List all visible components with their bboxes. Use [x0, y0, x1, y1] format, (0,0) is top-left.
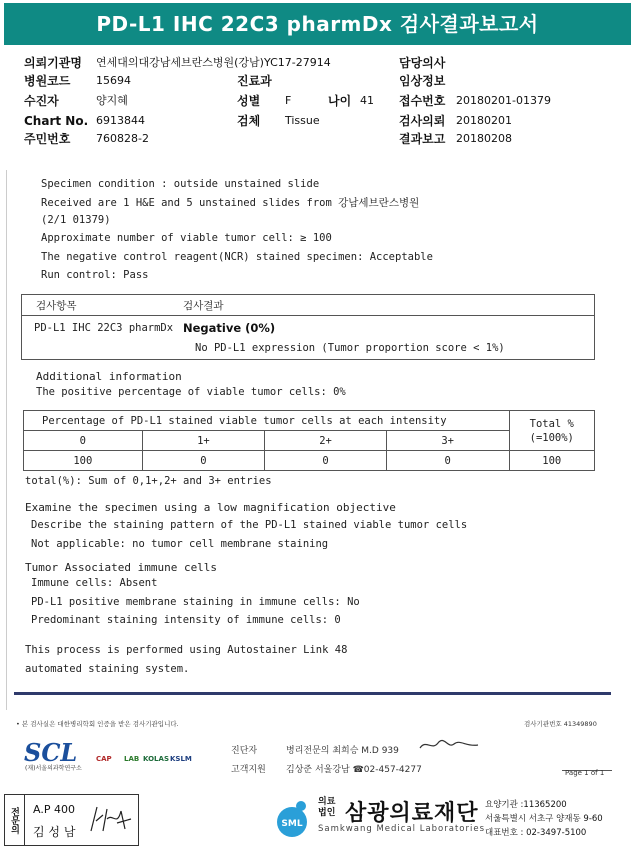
lab-logo: LAB: [124, 755, 140, 763]
signature-box: [4, 794, 139, 846]
value-patient: 양지혜: [96, 94, 128, 107]
label-clinical-info: 임상정보: [399, 74, 446, 88]
customer-value: 김상준 서울강남 ☎02-457-4277: [286, 765, 422, 775]
specimen-line: The negative control reagent(NCR) stained specimen: Acceptable: [41, 251, 433, 263]
process-line: automated staining system.: [25, 663, 190, 675]
specimen-line: Approximate number of viable tumor cell: ≥ 100: [41, 232, 332, 244]
intensity-table: [23, 410, 595, 471]
additional-line: The positive percentage of viable tumor cells: 0%: [36, 386, 346, 398]
label-doctor: 담당의사: [399, 56, 446, 70]
specimen-line: Specimen condition : outside unstained slide: [41, 178, 320, 190]
sml-info-line: 서울특별시 서초구 양재동 9-60: [485, 814, 603, 824]
sml-info-line: 대표번호 : 02-3497-5100: [485, 828, 587, 838]
scl-subtitle: (재)서울의과학연구소: [25, 765, 82, 772]
value-request-date: 20180201: [456, 114, 512, 127]
kolas-logo: KOLAS: [143, 755, 169, 763]
intensity-label: 1+: [142, 431, 265, 451]
customer-label: 고객지원: [231, 765, 266, 775]
result-col-result-header: 검사결과: [183, 300, 224, 312]
label-department: 진료과: [237, 74, 272, 88]
page-indicator: Page 1 of 1: [565, 769, 605, 777]
signature-name: 김 성 남: [33, 825, 76, 839]
sml-prefix-1: 의료: [318, 797, 336, 807]
label-hospital-code: 병원코드: [24, 74, 71, 88]
intensity-value: 0: [142, 451, 265, 471]
total-header-line-2: (=100%): [529, 431, 574, 444]
result-item: PD-L1 IHC 22C3 pharmDx: [34, 322, 174, 334]
diagnostician-label: 진단자: [231, 746, 258, 756]
additional-title: Additional information: [36, 370, 182, 383]
value-age: 41: [360, 94, 374, 107]
label-request-date: 검사의뢰: [399, 114, 446, 128]
diagnostician-value: 병리전문의 최희승 M.D 939: [286, 746, 399, 756]
cap-logo: CAP: [96, 755, 112, 763]
total-note: total(%): Sum of 0,1+,2+ and 3+ entries: [25, 475, 272, 487]
diagnostician-signature-icon: [418, 737, 482, 753]
label-patient: 수진자: [24, 94, 59, 108]
sml-name: 삼광의료재단: [345, 801, 479, 826]
result-detail: No PD-L1 expression (Tumor proportion score < 1%): [195, 342, 505, 354]
sml-prefix: [318, 797, 335, 819]
value-sex: F: [285, 94, 292, 107]
result-value: Negative (0%): [183, 321, 276, 335]
header-row-1: [24, 55, 331, 71]
examine-line: Describe the staining pattern of the PD-L1 stained viable tumor cells: [31, 519, 468, 531]
immune-line: Predominant staining intensity of immune cells: 0: [31, 614, 341, 626]
sml-english-name: Samkwang Medical Laboratories: [318, 824, 486, 834]
label-chart-no: Chart No.: [24, 114, 89, 128]
value-accession: 20180201-01379: [456, 94, 551, 107]
intensity-value: 0: [265, 451, 387, 471]
specimen-line: Received are 1 H&E and 5 unstained slides from 강남세브란스병원: [41, 197, 420, 209]
examine-title: Examine the specimen using a low magnification objective: [25, 501, 396, 514]
result-col-item-header: 검사항목: [36, 300, 77, 312]
total-header-line-1: Total %: [529, 417, 574, 430]
label-resident-no: 주민번호: [24, 132, 71, 146]
agency-number: 검사기관번호 41349890: [524, 720, 597, 728]
report-title: PD-L1 IHC 22C3 pharmDx 검사결과보고서: [4, 3, 631, 45]
total-header: [509, 411, 594, 451]
intensity-value: 0: [386, 451, 509, 471]
intensity-label: 2+: [265, 431, 387, 451]
label-institution: 의뢰기관명: [24, 56, 82, 70]
specialist-vertical-label: 전문의: [5, 795, 25, 845]
specimen-line: (2/1 01379): [41, 214, 111, 226]
value-chart-no: 6913844: [96, 114, 145, 127]
intensity-label: 3+: [386, 431, 509, 451]
intensity-table-header: Percentage of PD-L1 stained viable tumor cells at each intensity: [24, 411, 510, 431]
handwritten-signature-icon: [87, 801, 135, 839]
value-specimen: Tissue: [285, 114, 320, 127]
label-sex: 성별: [237, 94, 261, 108]
accreditation-notice: • 본 검사실은 대한병리학회 인증을 받은 검사기관입니다.: [16, 720, 179, 728]
sml-logo-text: SML: [281, 819, 303, 829]
value-resident-no: 760828-2: [96, 132, 149, 145]
value-hospital-code: 15694: [96, 74, 131, 87]
specimen-line: Run control: Pass: [41, 269, 149, 281]
label-accession: 접수번호: [399, 94, 446, 108]
value-report-date: 20180208: [456, 132, 512, 145]
label-report-date: 결과보고: [399, 132, 446, 146]
immune-line: PD-L1 positive membrane staining in immune cells: No: [31, 596, 360, 608]
immune-title: Tumor Associated immune cells: [25, 561, 218, 574]
immune-line: Immune cells: Absent: [31, 577, 158, 589]
signature-role: A.P 400: [33, 803, 75, 816]
value-institution: 연세대의대강남세브란스병원(강남)YC17-27914: [96, 56, 331, 69]
label-specimen: 검체: [237, 114, 261, 128]
label-age: 나이: [328, 94, 352, 108]
intensity-label: 0: [24, 431, 143, 451]
sml-info: [485, 798, 603, 840]
scl-logo: SCL: [24, 738, 78, 767]
sml-info-line: 요양기관 :11365200: [485, 800, 567, 810]
report-bottom-rule: [14, 692, 611, 695]
sml-prefix-2: 법인: [318, 808, 336, 818]
process-line: This process is performed using Autostainer Link 48: [25, 644, 348, 656]
sml-logo-icon: [270, 798, 314, 842]
kslm-logo: KSLM: [170, 755, 192, 763]
total-value: 100: [509, 451, 594, 471]
intensity-value: 100: [24, 451, 143, 471]
examine-line: Not applicable: no tumor cell membrane staining: [31, 538, 329, 550]
